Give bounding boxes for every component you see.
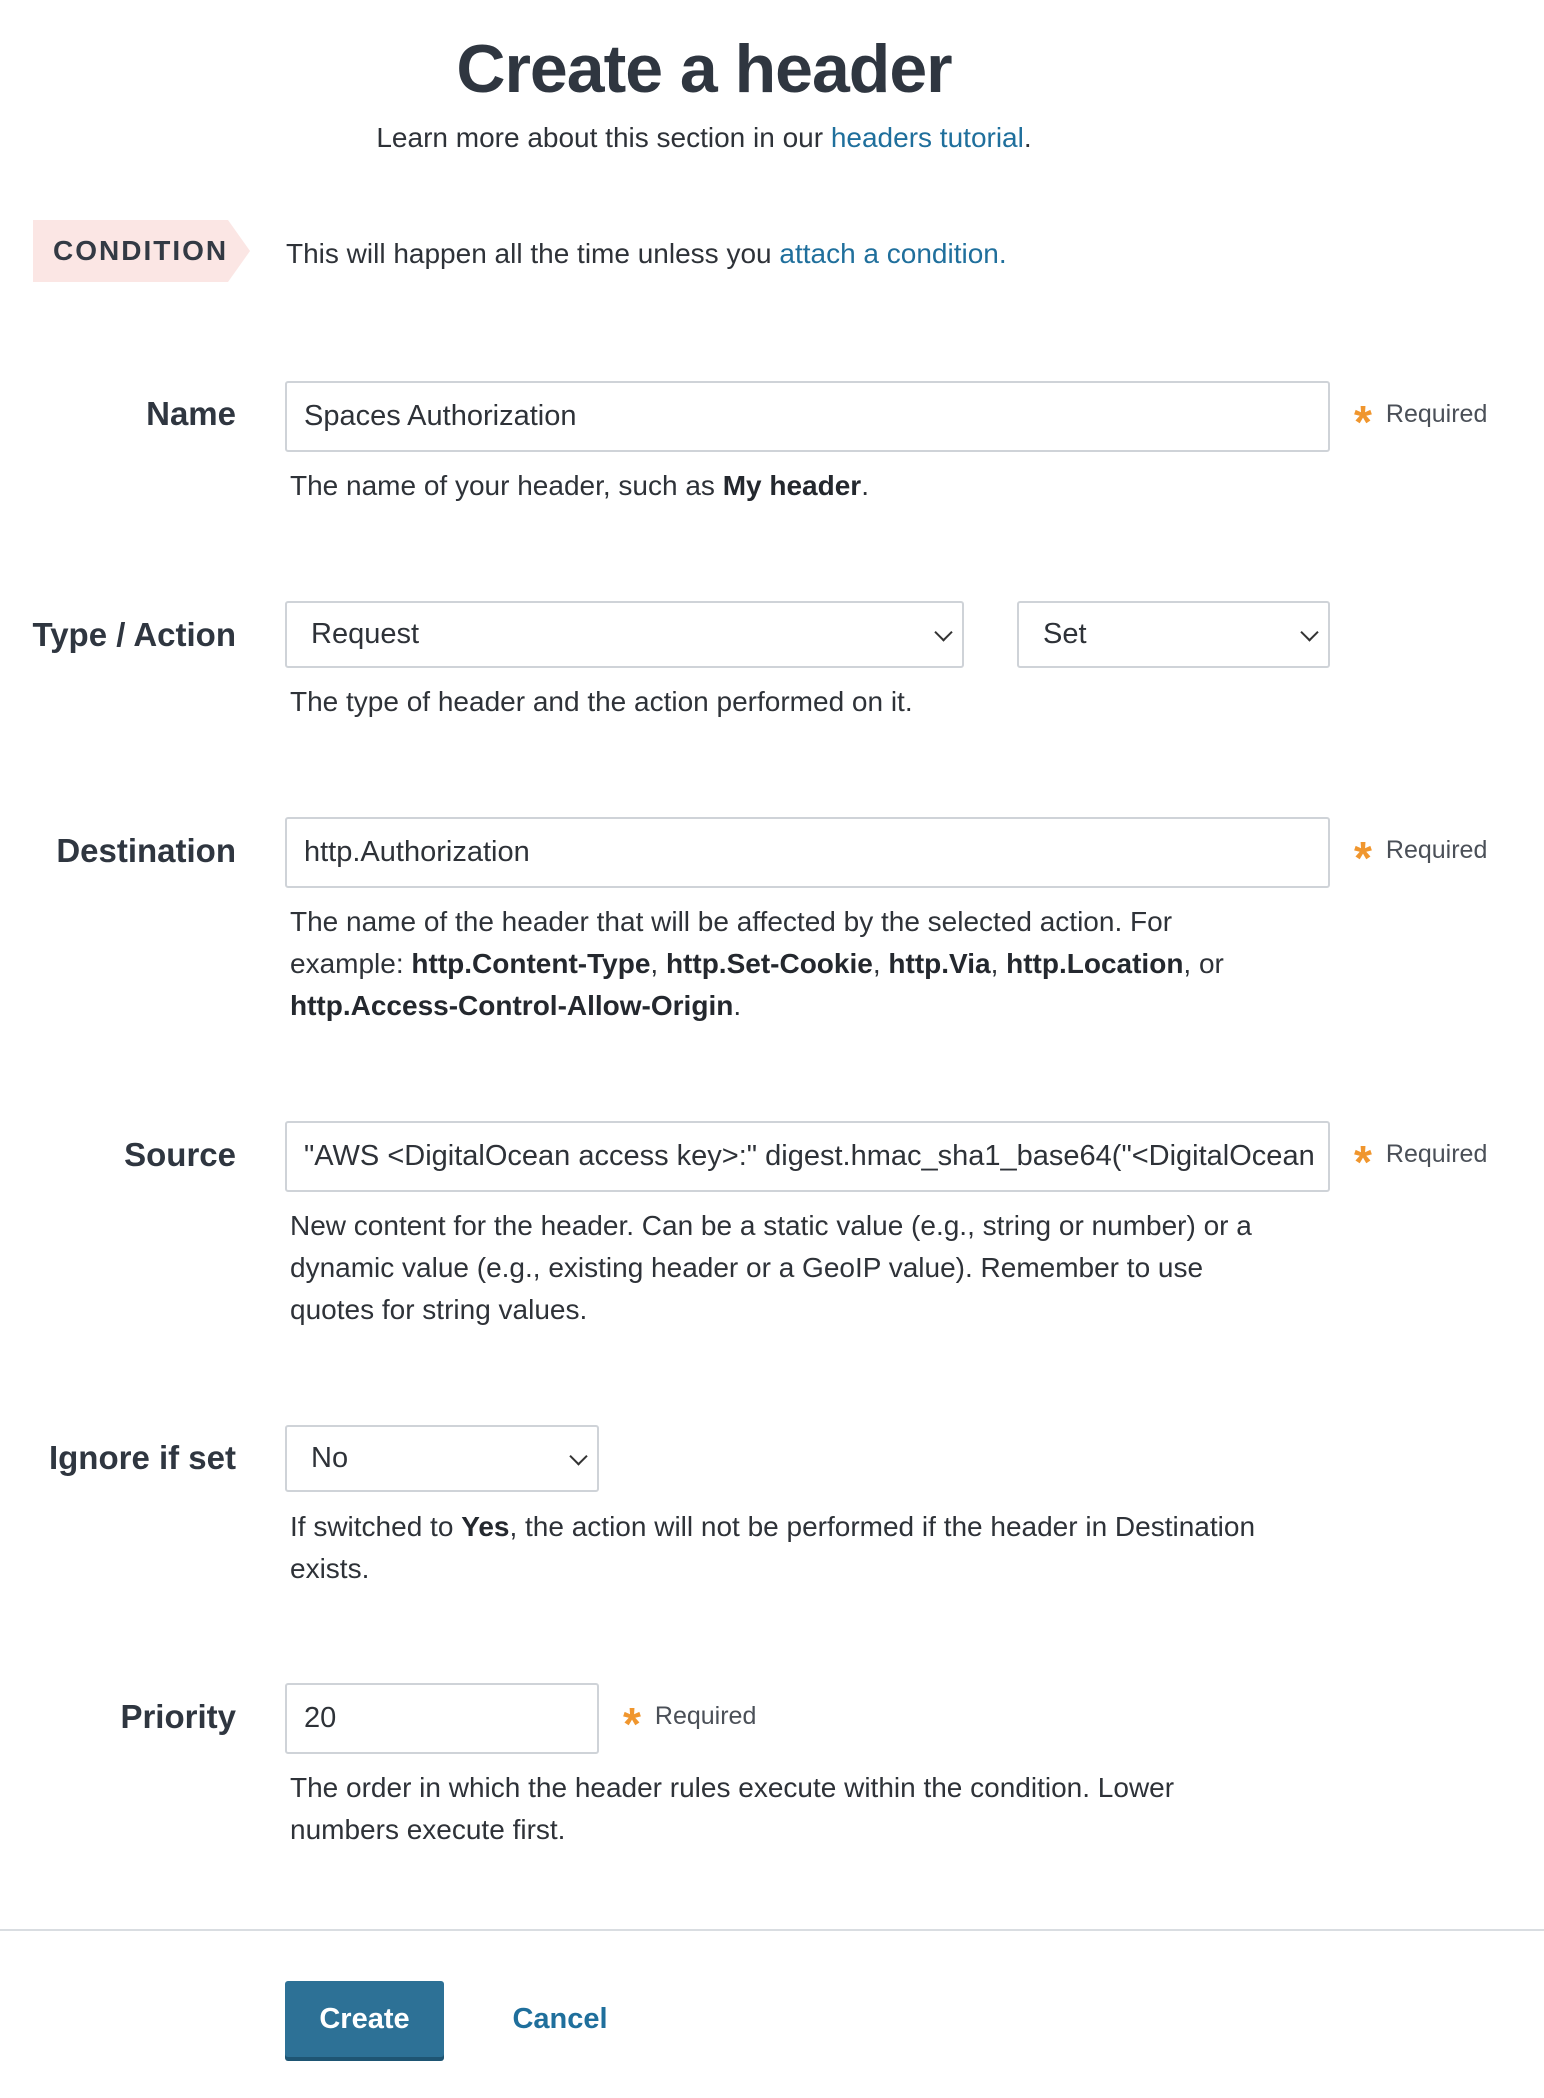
name-help-example: My header xyxy=(722,470,862,501)
name-help-text: The name of your header, such as xyxy=(290,470,723,501)
footer-divider xyxy=(0,1929,1544,1931)
required-star-icon: * xyxy=(1354,1136,1372,1188)
subtitle-text: Learn more about this section in our xyxy=(376,122,831,153)
required-text: Required xyxy=(1385,835,1488,864)
chevron-down-icon xyxy=(934,623,952,641)
priority-help xyxy=(290,1767,1350,1851)
type-select-value: Request xyxy=(311,618,420,650)
ignore-help-prefix: If switched to xyxy=(290,1511,462,1542)
destination-help xyxy=(290,901,1350,1027)
example-via: http.Via xyxy=(888,948,991,979)
type-action-label: Type / Action xyxy=(32,616,236,653)
ignore-help-line1 xyxy=(290,1506,1350,1548)
priority-input[interactable] xyxy=(285,1683,599,1754)
priority-help-line1: The order in which the header rules execute within the condition. Lower xyxy=(290,1772,1175,1803)
separator: , or xyxy=(1183,948,1224,979)
condition-text xyxy=(286,238,1007,270)
destination-label: Destination xyxy=(56,832,236,869)
headers-tutorial-link[interactable]: headers tutorial xyxy=(830,122,1024,153)
chevron-down-icon xyxy=(1300,623,1318,641)
ignore-help-suffix: , the action will not be performed if the header in Destination xyxy=(509,1511,1256,1542)
condition-badge: CONDITION xyxy=(33,220,228,282)
destination-input[interactable] xyxy=(285,817,1330,888)
separator: , xyxy=(990,948,1007,979)
example-location: http.Location xyxy=(1006,948,1184,979)
destination-help-line3 xyxy=(290,985,1350,1027)
source-help xyxy=(290,1205,1350,1331)
name-help xyxy=(290,465,869,507)
required-text: Required xyxy=(1385,399,1488,428)
source-input-value: "AWS <DigitalOcean access key>:" digest.hmac_sha1_base64("<DigitalOcean xyxy=(304,1140,1315,1172)
attach-condition-link[interactable]: attach a condition. xyxy=(779,238,1007,269)
source-required xyxy=(1354,1131,1488,1188)
destination-help-example-prefix: example: xyxy=(290,948,412,979)
separator: , xyxy=(650,948,666,979)
source-label: Source xyxy=(124,1136,236,1173)
priority-input-value: 20 xyxy=(304,1702,337,1734)
create-button[interactable]: Create xyxy=(285,1981,444,2057)
name-required xyxy=(1354,391,1488,448)
required-text: Required xyxy=(1385,1139,1488,1168)
source-help-line1: New content for the header. Can be a static value (e.g., string or number) or a xyxy=(290,1210,1252,1241)
condition-description: This will happen all the time unless you xyxy=(286,238,780,269)
separator: , xyxy=(872,948,889,979)
required-text: Required xyxy=(654,1701,757,1730)
action-select[interactable] xyxy=(1017,601,1330,668)
ignore-select-value: No xyxy=(311,1442,349,1474)
example-content-type: http.Content-Type xyxy=(411,948,651,979)
ignore-if-set-select[interactable] xyxy=(285,1425,599,1492)
source-help-line2: dynamic value (e.g., existing header or a GeoIP value). Remember to use xyxy=(290,1252,1204,1283)
ignore-help-yes: Yes xyxy=(461,1511,510,1542)
name-input[interactable] xyxy=(285,381,1330,452)
name-input-value: Spaces Authorization xyxy=(304,400,577,432)
page-title: Create a header xyxy=(456,31,952,107)
priority-required xyxy=(623,1693,757,1750)
required-star-icon: * xyxy=(623,1698,641,1750)
ignore-if-set-label: Ignore if set xyxy=(48,1439,236,1476)
name-help-end: . xyxy=(861,470,869,501)
subtitle-period: . xyxy=(1023,122,1032,153)
source-input[interactable] xyxy=(285,1121,1330,1192)
destination-input-value: http.Authorization xyxy=(304,836,530,868)
name-label: Name xyxy=(146,395,236,432)
action-select-value: Set xyxy=(1043,618,1087,650)
priority-label: Priority xyxy=(120,1698,236,1735)
destination-help-end: . xyxy=(733,990,742,1021)
example-set-cookie: http.Set-Cookie xyxy=(665,948,873,979)
type-action-help: The type of header and the action performed on it. xyxy=(290,686,913,717)
destination-help-line2 xyxy=(290,943,1350,985)
page-subtitle xyxy=(0,122,1408,154)
required-star-icon: * xyxy=(1354,832,1372,884)
required-star-icon: * xyxy=(1354,396,1372,448)
source-help-line3: quotes for string values. xyxy=(290,1294,588,1325)
destination-required xyxy=(1354,827,1488,884)
ignore-help-line2: exists. xyxy=(290,1553,370,1584)
destination-help-line1: The name of the header that will be affected by the selected action. For xyxy=(290,906,1173,937)
type-select[interactable] xyxy=(285,601,964,668)
cancel-link[interactable]: Cancel xyxy=(512,2002,608,2035)
ignore-help xyxy=(290,1506,1350,1590)
priority-help-line2: numbers execute first. xyxy=(290,1814,566,1845)
example-access-control: http.Access-Control-Allow-Origin xyxy=(290,990,734,1021)
chevron-down-icon xyxy=(569,1447,587,1465)
